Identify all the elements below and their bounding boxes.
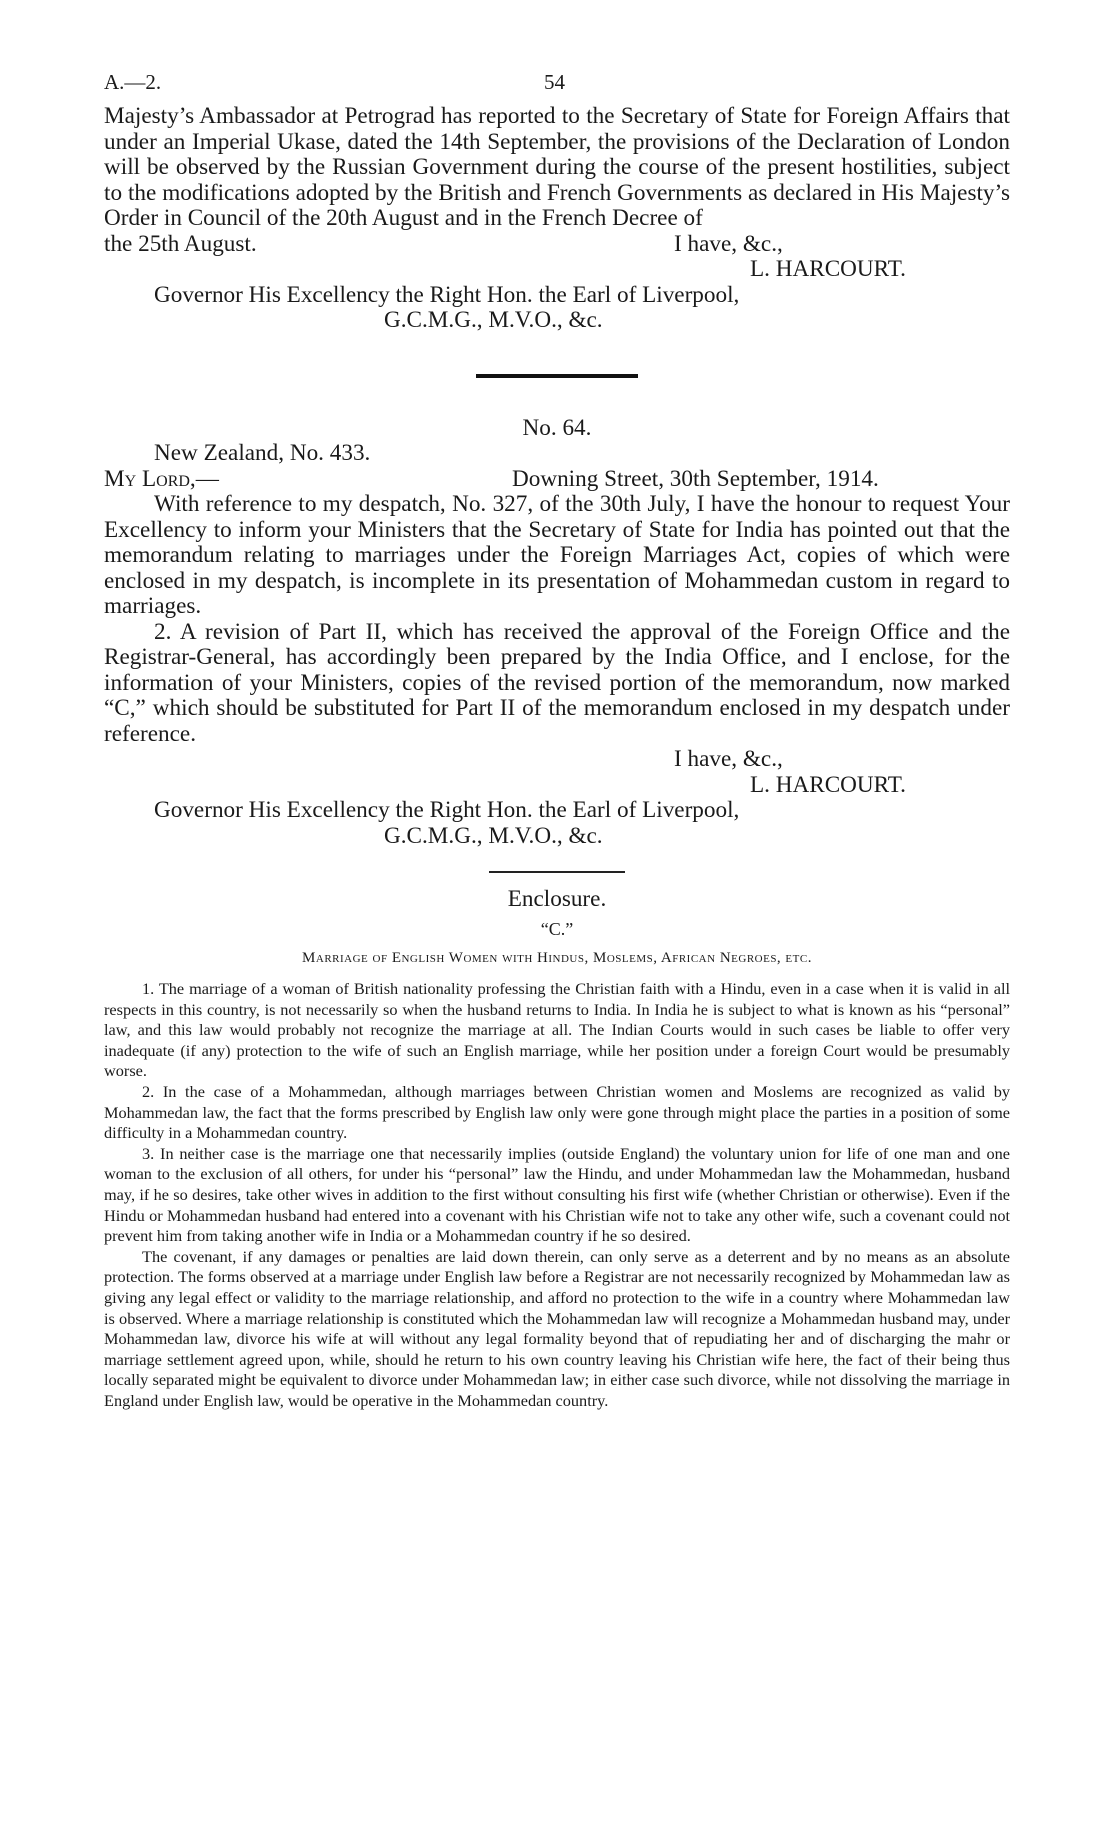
opening-paragraph-block: [104, 104, 1010, 232]
letter2-salutation: My Lord,—: [104, 465, 219, 492]
letter2-closing: I have, &c.,: [674, 746, 783, 772]
letter2-addressee-2: G.C.M.G., M.V.O., &c.: [384, 822, 603, 849]
letter2-salutation-row: [104, 467, 1010, 493]
enclosure-heading: Marriage of English Women with Hindus, Moslems, African Negroes, etc.: [302, 950, 812, 966]
letter2-signature: L. HARCOURT.: [750, 771, 906, 798]
letter1-addressee-2: G.C.M.G., M.V.O., &c.: [384, 307, 603, 333]
enclosure-paragraph: 3. In neither case is the marriage one that necessarily implies (outside England) the voluntary union for life of one man and one woman to the exclusion of all others, for under his “personal” law the Hindu, and under Mohammedan law the Mohammedan, husband may, if he so desires, take other wives in addition to the first without consulting his first wife (whether Christian or otherwise). Even if the Hindu or Mohammedan husband had entered into a covenant with his Christian wife not to take any other wife, such a covenant could not prevent him from taking another wife in India or a Mohammedan country if he so desired.: [104, 1143, 1010, 1246]
letter2-signature-row: [104, 773, 1010, 799]
letter2-number: No. 64.: [522, 414, 592, 441]
section-divider: [476, 374, 638, 378]
document-code: A.—2.: [104, 70, 162, 94]
enclosure-divider: [489, 871, 625, 873]
letter1-addressee-1: Governor His Excellency the Right Hon. the Earl of Liverpool,: [154, 281, 740, 308]
letter2-paragraph-2: 2. A revision of Part II, which has received the approval of the Foreign Office and the Registrar-General, has accordingly been prepared by the India Office, and I enclose, for the information of your Ministers, copies of the revised portion of the memorandum, now marked “C,” which should be substituted for Part II of the memorandum enclosed in my despatch under reference.: [104, 618, 1010, 747]
letter2-closing-row: [104, 747, 1010, 773]
letter1-last-line: the 25th August.: [104, 230, 257, 257]
letter2-paragraph-1: With reference to my despatch, No. 327, of the 30th July, I have the honour to request Your Excellency to inform your Ministers that the Secretary of State for India has pointed out that the memorandum relating to marriages under the Foreign Marriages Act, copies of which were enclosed in my despatch, is incomplete in its presentation of Mohammedan custom in regard to marriages.: [104, 491, 1010, 619]
opening-paragraph: Majesty’s Ambassador at Petrograd has reported to the Secretary of State for Foreign Affairs that under an Imperial Ukase, dated the 14th September, the provisions of the Declaration of London will be observed by the Russian Government during the course of the present hostilities, subject to the modifications adopted by the British and French Governments as declared in His Majesty’s Order in Council of the 20th August and in the French Decree of: [104, 103, 1010, 231]
document-page: [104, 70, 1010, 1411]
letter1-closing-row: [104, 232, 1010, 258]
page-number: 54: [544, 70, 565, 94]
letter1-signature-row: [104, 257, 1010, 283]
letter2-reference: New Zealand, No. 433.: [154, 440, 371, 466]
letter1-signature: L. HARCOURT.: [750, 256, 906, 282]
page-header: [104, 70, 1010, 104]
letter2-place-date: Downing Street, 30th September, 1914.: [512, 465, 879, 492]
letter1-closing: I have, &c.,: [674, 230, 783, 257]
letter2-addressee-1: Governor His Excellency the Right Hon. the Earl of Liverpool,: [154, 797, 740, 823]
enclosure-body: [104, 979, 1010, 1411]
enclosure-paragraph: The covenant, if any damages or penalties are laid down therein, can only serve as a deterrent and by no means as an absolute protection. The forms observed at a marriage under English law before a Registrar are not necessarily recognized by Mohammedan law as giving any legal effect or validity to the marriage relationship, and afford no protection to the wife in a country where Mohammedan law is observed. Where a marriage relationship is constituted which the Mohammedan law will recognize a Mohammedan husband may, under Mohammedan law, divorce his wife at will without any legal formality beyond that of repudiating her and of discharging the mahr or marriage settlement agreed upon, while, should he return to his own country leaving his Christian wife here, the fact of their being thus locally separated might be equivalent to divorce under Mohammedan law; in either case such divorce, while not dissolving the marriage in England under English law, would be operative in the Mohammedan country.: [104, 1246, 1010, 1410]
enclosure-paragraph: 2. In the case of a Mohammedan, although marriages between Christian women and Moslems are recognized as valid by Mohammedan law, the fact that the forms prescribed by English law only were gone through might place the parties in a position of some difficulty in a Mohammedan country.: [104, 1081, 1010, 1143]
letter2-body: [104, 492, 1010, 747]
enclosure-mark: “C.”: [540, 918, 574, 939]
enclosure-title: Enclosure.: [507, 886, 607, 912]
enclosure-paragraph: 1. The marriage of a woman of British nationality professing the Christian faith with a Hindu, even in a case when it is valid in all respects in this country, is not necessarily so when the husband returns to India. In India he is subject to what is known as his “personal” law, and this law would probably not recognize the marriage at all. The Indian Courts would in such cases be liable to offer very inadequate (if any) protection to the wife of such an English marriage, while her position under a foreign Court would be presumably worse.: [104, 979, 1010, 1081]
